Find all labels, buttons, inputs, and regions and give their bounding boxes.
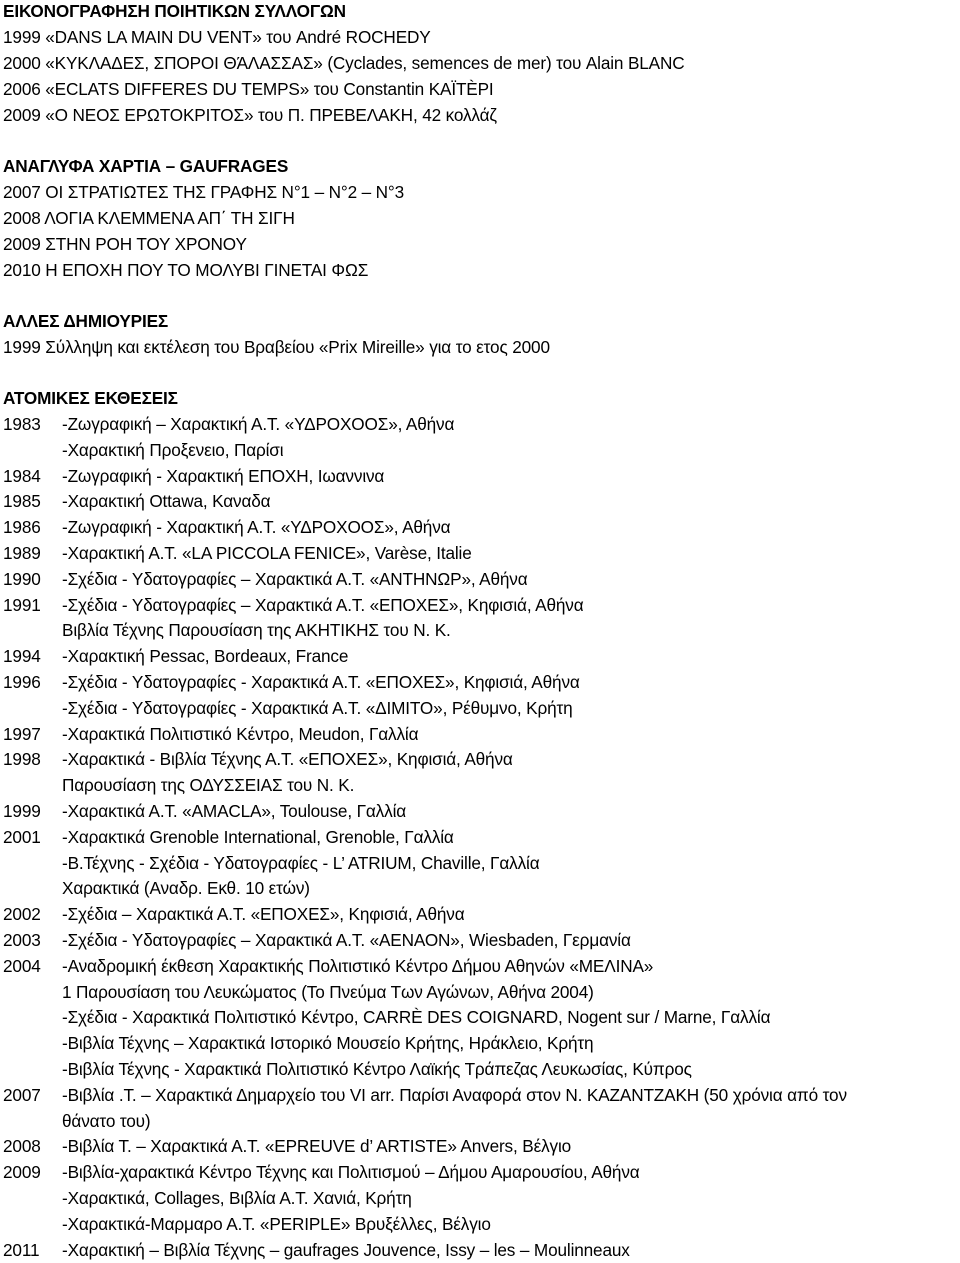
exhibition-row [0,1185,960,1211]
exhibition-row [0,566,960,592]
exhibition-row [0,411,960,437]
list-item: 2007 ΟΙ ΣΤΡΑΤΙΩΤΕΣ ΤΗΣ ΓΡΑΦΗΣ N°1 – N°2 – N°3 [3,182,405,202]
exhibition-year: 2011 [3,1239,40,1260]
exhibition-row [0,850,960,876]
exhibition-year: 1985 [3,491,41,512]
exhibition-text: -Χαρακτική Ottawa, Καναδα [62,491,271,512]
exhibition-year: 1997 [3,723,41,744]
exhibition-row [0,1004,960,1030]
exhibition-text: -Χαρακτική Α.Τ. «LA PICCOLA FENICE», Varèse, Italie [62,543,472,563]
exhibition-row [0,617,960,643]
exhibition-row [0,488,960,514]
exhibition-text: -Σχέδια - Υδατογραφίες – Χαρακτικά Α.Τ. «ΑΕΝΑΟΝ», Wiesbaden, Γερμανία [62,930,631,950]
exhibition-year: 1989 [3,543,41,563]
exhibition-text: -Χαρακτικά Πολιτιστικό Κέντρο, Meudon, Γαλλία [62,723,419,744]
exhibition-year: 2009 [3,1162,41,1183]
exhibition-row [0,1159,960,1185]
list-item: 2010 Η ΕΠΟΧΗ ΠΟΥ ΤΟ ΜΟΛΥΒΙ ΓΙΝΕΤΑΙ ΦΩΣ [3,260,369,280]
exhibition-row [0,514,960,540]
exhibition-row [0,901,960,927]
exhibition-text: -Σχέδια - Χαρακτικά Πολιτιστικό Κέντρο, CARRÈ DES COIGNARD, Nogent sur / Marne, Γαλλία [62,1007,771,1028]
list-item: 2009 ΣΤΗΝ ΡΟΗ ΤΟΥ ΧΡΟΝΟΥ [3,234,247,254]
exhibition-row [0,772,960,798]
exhibition-row [0,1237,960,1263]
exhibition-row [0,592,960,618]
exhibition-text: -Ζωγραφική – Χαρακτική Α.Τ. «ΥΔΡΟΧΟΟΣ», Αθήνα [62,414,455,434]
exhibition-text: -Χαρακτικά-Μαρμαρο Α.Τ. «PERIPLE» Βρυξέλλες, Βέλγιο [62,1213,491,1234]
list-item: 2006 «ECLATS DIFFERES DU TEMPS» του Constantin ΚΑΪΤÈΡΙ [3,79,494,99]
list-item: 2000 «ΚΥΚΛΑΔΕΣ, ΣΠΟΡΟΙ ΘΆΛΑΣΣΑΣ» (Cyclades, semences de mer) του Alain BLANC [3,53,685,73]
exhibition-text: -Χαρακτικά Α.Τ. «AMACLA», Toulouse, Γαλλία [62,801,407,821]
exhibition-year: 1990 [3,568,41,589]
exhibition-year: 1998 [3,749,41,770]
exhibition-row [0,540,960,566]
section-heading-solo-exhibitions: ΑΤΟΜΙΚΕΣ ΕΚΘΕΣΕΙΣ [3,388,178,408]
exhibition-text: -Ζωγραφική - Χαρακτική ΕΠΟΧΗ, Ιωαννινα [62,465,385,486]
exhibition-row [0,979,960,1005]
exhibition-row [0,643,960,669]
exhibition-year: 2007 [3,1084,41,1105]
exhibition-year: 1991 [3,594,41,615]
exhibition-row [0,463,960,489]
exhibition-year: 1994 [3,646,41,667]
exhibition-text: -Σχέδια - Υδατογραφίες – Χαρακτικά Α.Τ. «ΑΝΤΗΝΩΡ», Αθήνα [62,568,528,589]
exhibition-text: Βιβλία Τέχνης Παρουσίαση της ΑΚΗΤΙΚΗΣ του Ν. Κ. [62,620,451,641]
section-heading-poetry-illustration: ΕΙΚΟΝΟΓΡΑΦΗΣΗ ΠΟΙΗΤΙΚΩΝ ΣΥΛΛΟΓΩΝ [3,1,346,21]
list-item: 2008 ΛΟΓΙΑ ΚΛΕΜΜΕΝΑ ΑΠ΄ ΤΗ ΣΙΓΗ [3,208,295,228]
exhibition-year: 2003 [3,930,41,950]
exhibition-year: 2001 [3,826,41,847]
exhibition-text: -Σχέδια - Υδατογραφίες – Χαρακτικά Α.Τ. «ΕΠΟΧΕΣ», Κηφισιά, Αθήνα [62,594,584,615]
exhibition-row [0,824,960,850]
exhibition-row [0,721,960,747]
exhibition-year: 2002 [3,904,41,925]
exhibition-row [0,798,960,824]
exhibition-row [0,1211,960,1237]
exhibition-year: 1984 [3,465,41,486]
exhibition-text: -Βιβλία Τ. – Χαρακτικά Α.Τ. «EPREUVE d’ ARTISTE» Anvers, Βέλγιο [62,1136,572,1157]
exhibition-row [0,746,960,772]
exhibition-text: -Χαρακτικά Grenoble International, Grenoble, Γαλλία [62,826,454,847]
exhibition-text: -Χαρακτική – Βιβλία Τέχνης – gaufrages Jouvence, Issy – les – Moulinneaux [62,1239,630,1260]
exhibition-row [0,953,960,979]
exhibition-row [0,875,960,901]
list-item: 1999 Σύλληψη και εκτέλεση του Βραβείου «Prix Mireille» για το ετος 2000 [3,337,550,357]
exhibition-text: -Χαρακτικά - Βιβλία Τέχνης Α.Τ. «ΕΠΟΧΕΣ», Κηφισιά, Αθήνα [62,749,513,770]
exhibition-year: 2008 [3,1136,41,1157]
exhibition-text: -Χαρακτική Pessac, Bordeaux, France [62,646,349,667]
exhibition-text: -Βιβλία .Τ. – Χαρακτικά Δημαρχείο του VI arr. Παρίσι Αναφορά στον Ν. ΚΑΖΑΝΤΖΑΚΗ (50 χρόνια από τον [62,1084,847,1105]
section-heading-embossed-papers: ΑΝΑΓΛΥΦΑ ΧΑΡΤΙΑ – GAUFRAGES [3,156,289,176]
exhibition-row [0,1133,960,1159]
exhibition-year: 1999 [3,801,41,821]
exhibition-row [0,927,960,953]
exhibition-text: -Χαρακτικά, Collages, Βιβλία Α.Τ. Χανιά, Κρήτη [62,1188,412,1208]
exhibition-year: 1986 [3,517,41,538]
exhibition-row [0,669,960,695]
exhibition-text: -Χαρακτική Προξενειο, Παρίσι [62,439,284,460]
exhibition-row [0,437,960,463]
exhibition-text: -Ζωγραφική - Χαρακτική Α.Τ. «ΥΔΡΟΧΟΟΣ», Αθήνα [62,517,451,538]
exhibition-row [0,1030,960,1056]
exhibition-year: 2004 [3,955,41,976]
exhibition-year: 1983 [3,414,41,434]
exhibition-text: -Βιβλία Τέχνης - Χαρακτικά Πολιτιστικό Κέντρο Λαϊκής Τράπεζας Λευκωσίας, Κύπρος [62,1059,692,1079]
exhibition-text: Χαρακτικά (Αναδρ. Εκθ. 10 ετών) [62,878,310,899]
exhibition-row [0,695,960,721]
exhibition-row [0,1056,960,1082]
exhibition-text: θάνατο του) [62,1110,151,1131]
exhibition-text: -Σχέδια - Υδατογραφίες - Χαρακτικά Α.Τ. «ΕΠΟΧΕΣ», Κηφισιά, Αθήνα [62,672,580,692]
exhibition-row [0,1082,960,1108]
exhibition-text: -Β.Τέχνης - Σχέδια - Υδατογραφίες - L’ ATRIUM, Chaville, Γαλλία [62,852,540,873]
exhibition-text: 1 Παρουσίαση του Λευκώματος (Το Πνεύμα Των Αγώνων, Αθήνα 2004) [62,981,594,1002]
section-heading-other-creations: ΑΛΛΕΣ ΔΗΜΙΟΥΡΙΕΣ [3,311,169,331]
exhibition-text: -Αναδρομική έκθεση Χαρακτικής Πολιτιστικό Κέντρο Δήμου Αθηνών «ΜΕΛΙΝΑ» [62,955,654,976]
exhibition-row [0,1108,960,1134]
exhibition-text: -Βιβλία Τέχνης – Χαρακτικά Ιστορικό Μουσείο Κρήτης, Ηράκλειο, Κρήτη [62,1033,594,1054]
list-item: 2009 «Ο ΝΕΟΣ ΕΡΩΤΟΚΡΙΤΟΣ» του Π. ΠΡΕΒΕΛΑΚΗ, 42 κολλάζ [3,105,497,125]
exhibition-text: -Βιβλία-χαρακτικά Κέντρο Τέχνης και Πολιτισμού – Δήμου Αμαρουσίου, Αθήνα [62,1162,640,1183]
exhibition-text: -Σχέδια – Χαρακτικά Α.Τ. «ΕΠΟΧΕΣ», Κηφισιά, Αθήνα [62,904,465,925]
exhibition-year: 1996 [3,672,41,692]
exhibition-text: -Σχέδια - Υδατογραφίες - Χαρακτικά Α.Τ. «ΔΙΜΙΤΟ», Ρέθυμνο, Κρήτη [62,697,573,718]
exhibition-text: Παρουσίαση της ΟΔΥΣΣΕΙΑΣ του Ν. Κ. [62,775,355,796]
list-item: 1999 «DANS LA MAIN DU VENT» του André ROCHEDY [3,27,431,47]
